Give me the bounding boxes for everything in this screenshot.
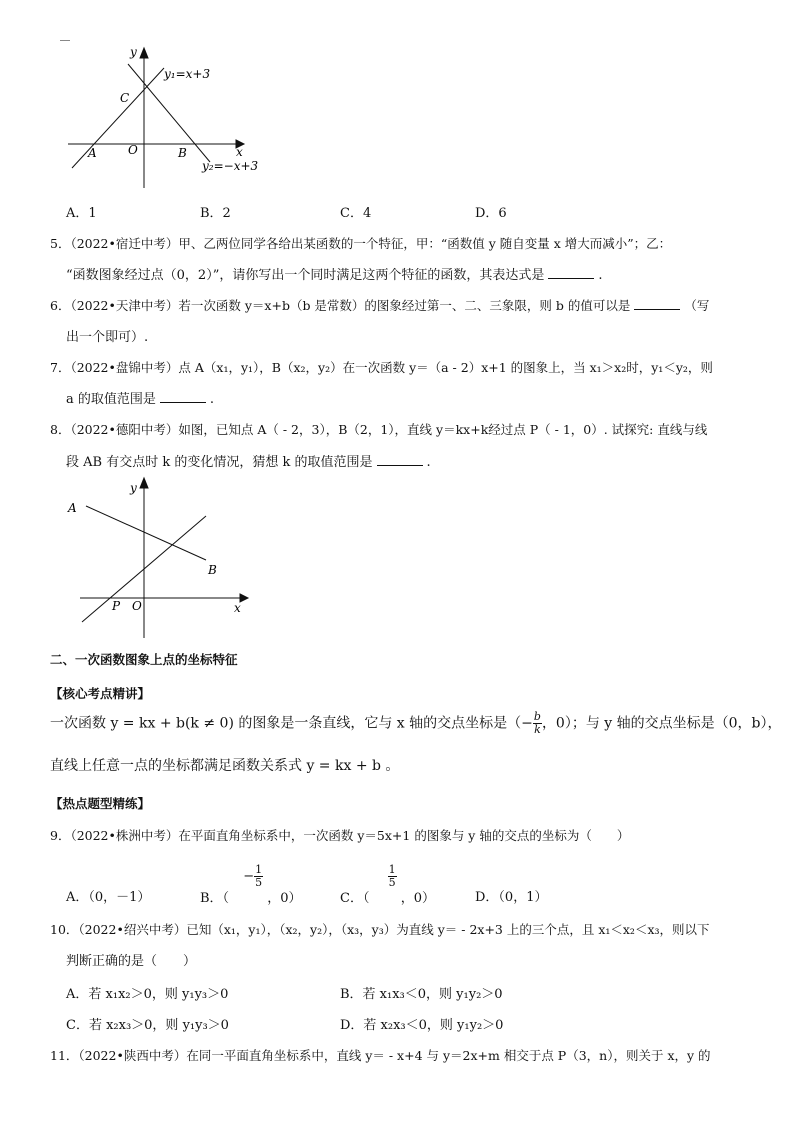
core-text-1a: 一次函数 y = kx + b(k ≠ 0) 的图象是一条直线，它与 x 轴的交点坐标是（− bbox=[50, 715, 533, 732]
q9-stem: 9．（2022•株洲中考）在平面直角坐标系中，一次函数 y＝5x+1 的图象与 y 轴的交点的坐标为（ ） bbox=[50, 828, 630, 843]
fig1-line2-label: y₂=−x+3 bbox=[202, 159, 259, 173]
q9-b-sign: − bbox=[243, 869, 255, 884]
q8-answer-blank[interactable] bbox=[377, 455, 423, 466]
q4-option-a: A．1 bbox=[66, 206, 97, 221]
q7-line1: 7．（2022•盘锦中考）点 A（x₁，y₁），B（x₂，y₂）在一次函数 y＝（a - 2）x+1 的图象上，当 x₁＞x₂时，y₁＜y₂，则 bbox=[50, 360, 713, 375]
q6-line2: 出一个即可）. bbox=[66, 330, 149, 345]
q9-option-a: A．（0，－1） bbox=[66, 890, 151, 905]
q6-line1-text: 6．（2022•天津中考）若一次函数 y＝x+b（b 是常数）的图象经过第一、二、三象限，则 b 的值可以是 bbox=[50, 298, 631, 313]
core-text-line2: 直线上任意一点的坐标都满足函数关系式 y = kx + b 。 bbox=[50, 758, 400, 774]
q8-line2 bbox=[66, 451, 431, 470]
q9-option-c bbox=[340, 863, 436, 906]
fig1-a-label: A bbox=[88, 146, 97, 160]
q10-line2: 判断正确的是（ ） bbox=[66, 954, 197, 969]
line-y1 bbox=[72, 68, 164, 168]
section-2-title: 二、一次函数图象上点的坐标特征 bbox=[50, 652, 238, 667]
q9-c-fraction bbox=[388, 864, 397, 889]
q9-option-d: D．（0，1） bbox=[475, 890, 548, 905]
q7-answer-blank[interactable] bbox=[160, 392, 206, 403]
q5-line2-end: . bbox=[598, 268, 603, 283]
q9-b-post: ，0） bbox=[267, 891, 302, 906]
fig1-y-label: y bbox=[130, 45, 137, 59]
q9-b-den: 5 bbox=[255, 876, 263, 889]
q5-line1: 5．（2022•宿迁中考）甲、乙两位同学各给出某函数的一个特征，甲：“函数值 y 随自变量 x 增大而减小”；乙： bbox=[50, 236, 672, 251]
fraction-num: b bbox=[533, 710, 541, 723]
figure-2-graph bbox=[60, 474, 260, 644]
practice-title: 【热点题型精练】 bbox=[50, 796, 151, 811]
fig1-x-label: x bbox=[236, 145, 243, 159]
q9-option-b bbox=[200, 863, 302, 906]
q8-line2-end: . bbox=[426, 455, 431, 470]
fig2-x-axis-arrow bbox=[240, 594, 248, 602]
q7-line2-text: a 的取值范围是 bbox=[66, 392, 156, 407]
q9-c-pre: C．（ bbox=[340, 891, 370, 906]
figure-1-graph bbox=[60, 40, 300, 200]
q6-answer-blank[interactable] bbox=[634, 299, 680, 310]
q10-option-a: A．若 x₁x₂＞0，则 y₁y₃＞0 bbox=[66, 987, 229, 1002]
fig2-o-label: O bbox=[132, 599, 142, 613]
q4-option-d: D．6 bbox=[475, 206, 507, 221]
q9-b-pre: B．（ bbox=[200, 891, 230, 906]
q10-option-c: C．若 x₂x₃＞0，则 y₁y₃＞0 bbox=[66, 1018, 229, 1033]
q7-line2-end: . bbox=[209, 392, 215, 407]
q11-line1: 11．（2022•陕西中考）在同一平面直角坐标系中，直线 y＝ - x+4 与 y＝2x+m 相交于点 P（3，n），则关于 x，y 的 bbox=[50, 1048, 711, 1063]
q4-option-c: C．4 bbox=[340, 206, 372, 221]
fig2-a-label: A bbox=[68, 501, 77, 515]
q9-c-post: ，0） bbox=[400, 891, 436, 906]
q10-option-b: B．若 x₁x₃＜0，则 y₁y₂＞0 bbox=[340, 987, 503, 1002]
fraction-b-over-k bbox=[533, 711, 542, 736]
q4-option-b: B．2 bbox=[200, 206, 231, 221]
q5-answer-blank[interactable] bbox=[548, 268, 594, 279]
fig2-x-label: x bbox=[234, 601, 241, 615]
fig2-y-axis-arrow bbox=[140, 478, 148, 488]
q9-b-num: 1 bbox=[255, 863, 263, 876]
q6-line1-end: （写 bbox=[684, 298, 710, 313]
core-text-1b: ，0）；与 y 轴的交点坐标是（0，b）， bbox=[541, 715, 782, 732]
fig1-line1-label: y₁=x+3 bbox=[164, 67, 211, 81]
q10-line1: 10．（2022•绍兴中考）已知（x₁，y₁），（x₂，y₂），（x₃，y₃）为直线 y＝ - 2x+3 上的三个点，且 x₁＜x₂＜x₃，则以下 bbox=[50, 922, 710, 937]
q9-b-fraction bbox=[254, 864, 263, 889]
q6-line1 bbox=[50, 296, 709, 314]
core-points-title: 【核心考点精讲】 bbox=[50, 686, 151, 701]
fig1-c-label: C bbox=[120, 91, 130, 105]
fig2-p-label: P bbox=[112, 599, 121, 613]
q10-option-d: D．若 x₂x₃＜0，则 y₁y₂＞0 bbox=[340, 1018, 504, 1033]
q9-c-num: 1 bbox=[388, 863, 396, 876]
fig2-segment-ab bbox=[86, 506, 206, 560]
fig1-b-label: B bbox=[178, 146, 187, 160]
q9-c-den: 5 bbox=[388, 876, 396, 889]
q8-line2-text: 段 AB 有交点时 k 的变化情况，猜想 k 的取值范围是 bbox=[66, 455, 373, 470]
q7-line2 bbox=[66, 388, 214, 407]
q8-line1: 8．（2022•德阳中考）如图，已知点 A（ - 2，3），B（2，1），直线 y＝kx+k经过点 P（ - 1，0）. 试探究: 直线与线 bbox=[50, 422, 708, 437]
core-text-line1 bbox=[50, 711, 782, 736]
y-axis-arrow bbox=[140, 48, 148, 58]
fig2-y-label: y bbox=[130, 481, 137, 495]
fraction-den: k bbox=[534, 723, 541, 736]
q5-line2-text: “函数图象经过点（0，2）”，请你写出一个同时满足这两个特征的函数，其表达式是 bbox=[66, 268, 545, 283]
fig2-b-label: B bbox=[208, 563, 217, 577]
fig1-o-label: O bbox=[128, 143, 138, 157]
q5-line2 bbox=[66, 264, 602, 283]
